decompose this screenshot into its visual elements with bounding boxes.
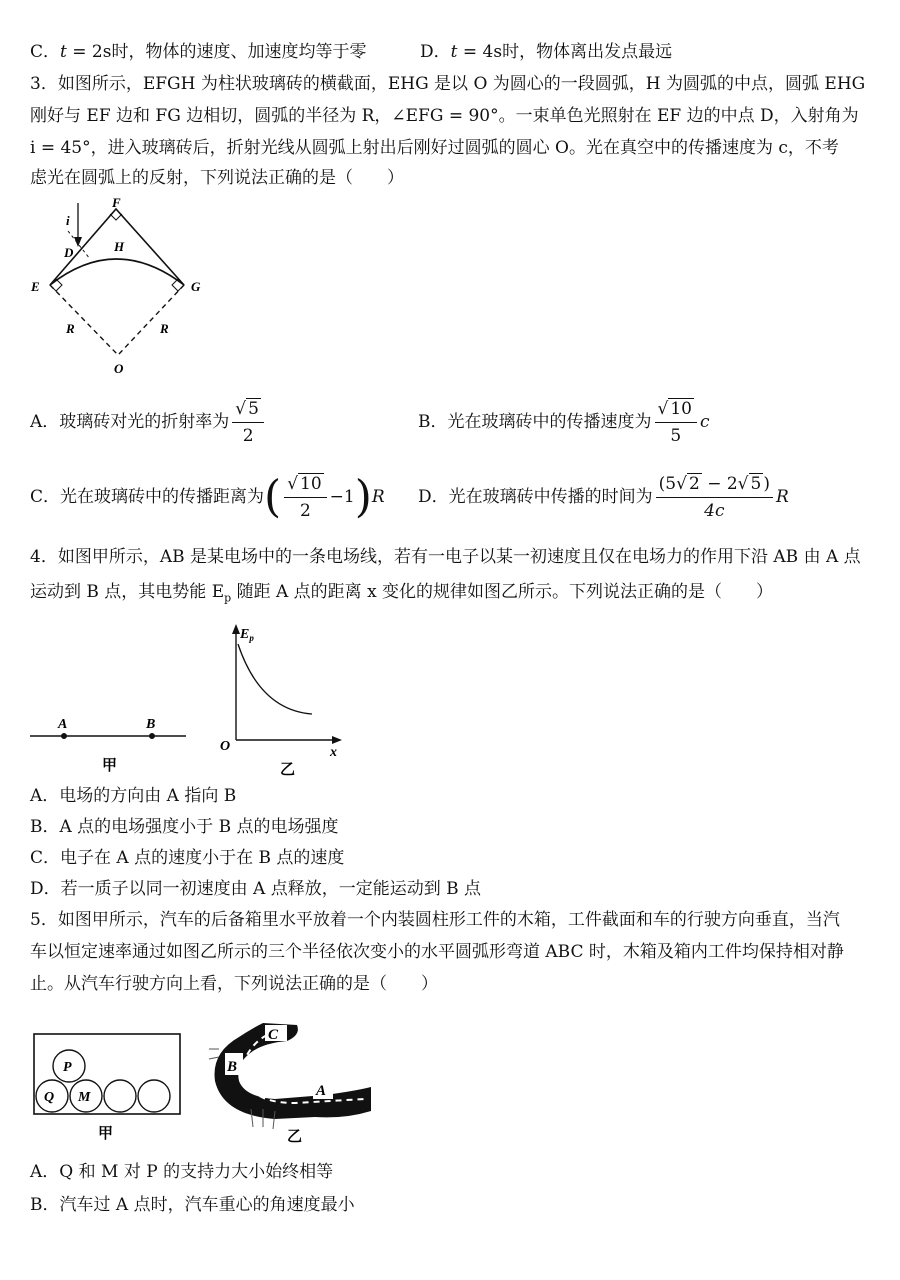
q5-caption-yi: 乙 [287,1127,303,1145]
q5-label-B: B [227,1059,238,1075]
q4-figure-jia [28,700,193,780]
q3-label-D: D [64,245,74,260]
q4-label-B: B [146,717,156,732]
q4-caption-jia: 甲 [102,756,118,774]
q4-label-x: x [330,745,337,760]
q3-stem-line4: 虑光在圆弧上的反射，下列说法正确的是（ ） [30,168,404,188]
q4-option-a: A．电场的方向由 A 指向 B [30,786,237,806]
q3-label-H: H [114,239,125,254]
q4-option-d: D．若一质子以同一初速度由 A 点释放，一定能运动到 B 点 [30,879,482,899]
q4-stem-line1: 4．如图甲所示，AB 是某电场中的一条电场线，若有一电子以某一初速度且仅在电场力的作用下沿 AB 由 A 点 [30,547,861,567]
q3-option-b: B．光在玻璃砖中的传播速度为 $\frac{√ 10}{5}$ c [418,392,710,452]
q5-figure-yi [205,1015,380,1145]
q4-option-c: C．电子在 A 点的速度小于在 B 点的速度 [30,848,345,868]
q3-option-a: A．玻璃砖对光的折射率为 $\frac{√ 5}{2}$ [30,392,267,452]
q5-stem-line1: 5．如图甲所示，汽车的后备箱里水平放着一个内装圆柱形工件的木箱，工件截面和车的行驶方向垂直，当汽 [30,910,840,930]
q3-label-i: i [66,213,70,228]
q4-caption-yi: 乙 [280,760,296,778]
q3-option-d: D．光在玻璃砖中传播的时间为 $\frac{(5√ 2 - 2√ 5 )}{4c}$ R [418,465,789,529]
q3-option-c: C．光在玻璃砖中的传播距离为( $\frac{√ 10}{2}$ −1)R [30,471,385,523]
q4-label-O: O [220,739,231,754]
q3-label-R-left: R [66,321,75,336]
q5-figure-jia [30,1030,190,1145]
q3-label-E: E [31,279,40,294]
q3-figure [28,195,228,380]
q5-option-b: B．汽车过 A 点时，汽车重心的角速度最小 [30,1195,355,1215]
q4-label-A: A [58,717,68,732]
q2-option-c: C．t = 2s时，物体的速度、加速度均等于零 [30,42,367,62]
q3-stem-line2: 刚好与 EF 边和 FG 边相切，圆弧的半径为 R，∠EFG = 90°。一束单色光照射在 EF 边的中点 D，入射角为 [30,106,859,126]
q4-label-Ep: $E_p$ [240,627,254,643]
q5-stem-line3: 止。从汽车行驶方向上看，下列说法正确的是（ ） [30,974,438,994]
q5-stem-line2: 车以恒定速率通过如图乙所示的三个半径依次变小的水平圆弧形弯道 ABC 时，木箱及箱内工件均保持相对静 [30,942,844,962]
q5-label-C: C [268,1027,279,1043]
q5-label-A: A [316,1083,327,1099]
q5-option-a: A．Q 和 M 对 P 的支持力大小始终相等 [30,1162,334,1182]
q3-label-F: F [112,195,121,210]
q3-stem-line3: i = 45°，进入玻璃砖后，折射光线从圆弧上射出后刚好过圆弧的圆心 O。光在真空中的传播速度为 c，不考 [30,138,839,158]
q3-label-R-right: R [160,321,169,336]
q4-stem-line2: 运动到 B 点，其电势能 $E_p$ 随距 A 点的距离 x 变化的规律如图乙所示。下列说法正确的是（ ） [30,582,774,605]
q3-stem-line1: 3．如图所示，EFGH 为柱状玻璃砖的横截面，EHG 是以 O 为圆心的一段圆弧，H 为圆弧的中点，圆弧 EHG [30,74,866,94]
q5-caption-jia: 甲 [98,1124,114,1142]
q2-option-d: D．t = 4s时，物体离出发点最远 [420,42,673,62]
q5-label-M: M [78,1090,91,1105]
q3-label-G: G [191,279,201,294]
q4-option-b: B．A 点的电场强度小于 B 点的电场强度 [30,817,339,837]
q5-label-P: P [63,1060,72,1075]
q4-figure-yi [210,620,360,780]
q5-label-Q: Q [44,1090,55,1105]
q3-label-O: O [114,361,124,376]
